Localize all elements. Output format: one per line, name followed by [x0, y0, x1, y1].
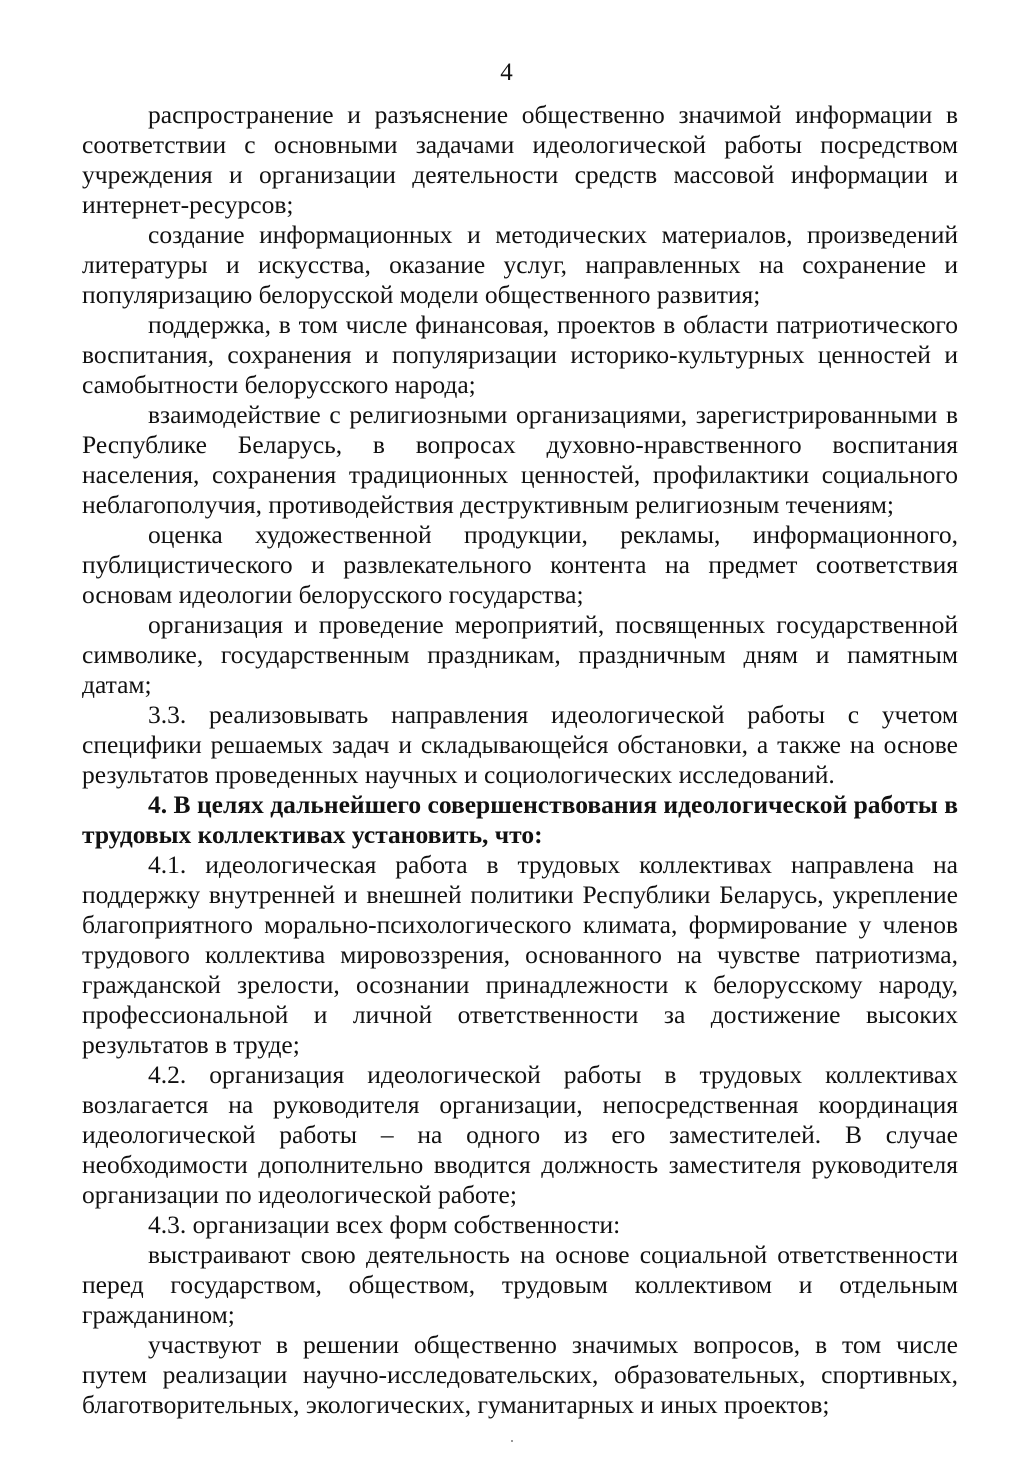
paragraph-3: поддержка, в том числе финансовая, проектов в области патриотического воспитания, сохранения и популяризации историко-культурных ценностей и самобытности белорусского народа;	[82, 310, 958, 399]
paragraph-4-1: 4.1. идеологическая работа в трудовых коллективах направлена на поддержку внутренней и внешней политики Республики Беларусь, укрепление благоприятного морально-психологического климата, формирование у членов трудового коллектива мировоззрения, основанного на чувстве патриотизма, гражданской зрелости, осознании принадлежности к белорусскому народу, профессиональной и личной ответственности за достижение высоких результатов в труде;	[82, 850, 958, 1059]
page-number: 4	[500, 59, 513, 86]
paragraph-1: распространение и разъяснение общественно значимой информации в соответствии с основными задачами идеологической работы посредством учреждения и организации деятельности средств массовой информации и интернет-ресурсов;	[82, 100, 958, 219]
scan-speck	[511, 1440, 513, 1442]
paragraph-6: организация и проведение мероприятий, посвященных государственной символике, государственным праздникам, праздничным дням и памятным датам;	[82, 610, 958, 699]
document-body	[82, 100, 958, 1420]
paragraph-2: создание информационных и методических материалов, произведений литературы и искусства, оказание услуг, направленных на сохранение и популяризацию белорусской модели общественного развития;	[82, 220, 958, 309]
paragraph-4-3-b: участвуют в решении общественно значимых вопросов, в том числе путем реализации научно-исследовательских, образовательных, спортивных, благотворительных, экологических, гуманитарных и иных проектов;	[82, 1330, 958, 1419]
paragraph-4-2: 4.2. организация идеологической работы в трудовых коллективах возлагается на руководителя организации, непосредственная координация идеологической работы – на одного из его заместителей. В случае необходимости дополнительно вводится должность заместителя руководителя организации по идеологической работе;	[82, 1060, 958, 1209]
paragraph-4: взаимодействие с религиозными организациями, зарегистрированными в Республике Беларусь, в вопросах духовно-нравственного воспитания населения, сохранения традиционных ценностей, профилактики социального неблагополучия, противодействия деструктивным религиозным течениям;	[82, 400, 958, 519]
paragraph-3-3: 3.3. реализовывать направления идеологической работы с учетом специфики решаемых задач и складывающейся обстановки, а также на основе результатов проведенных научных и социологических исследований.	[82, 700, 958, 789]
section-4-heading: 4. В целях дальнейшего совершенствования идеологической работы в трудовых коллективах установить, что:	[82, 790, 958, 849]
paragraph-4-3-a: выстраивают свою деятельность на основе социальной ответственности перед государством, обществом, трудовым коллективом и отдельным гражданином;	[82, 1240, 958, 1329]
paragraph-4-3: 4.3. организации всех форм собственности:	[148, 1210, 621, 1239]
paragraph-5: оценка художественной продукции, рекламы, информационного, публицистического и развлекательного контента на предмет соответствия основам идеологии белорусского государства;	[82, 520, 958, 609]
